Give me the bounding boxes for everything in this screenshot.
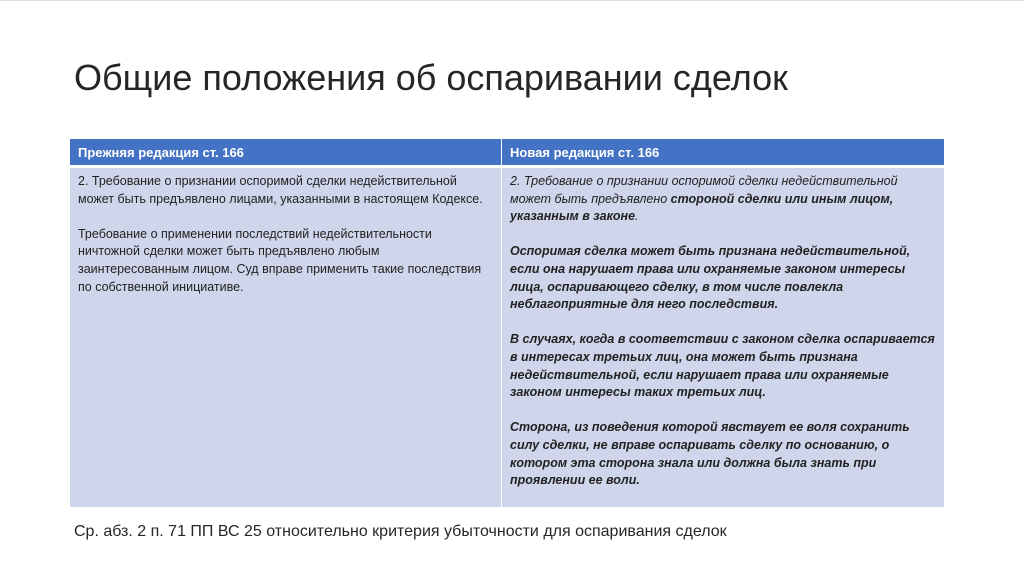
table-header-row <box>70 139 945 167</box>
new-edition-cell <box>502 167 945 508</box>
new-paragraph-2: Оспоримая сделка может быть признана недействительной, если она нарушает права или охраняемые законом интересы лица, оспаривающего сделку, в том числе повлекла неблагоприятные для него последствия. <box>510 244 911 312</box>
new-paragraph-1-emphasis: стороной сделки или иным лицом, указанным в законе <box>510 191 894 224</box>
new-paragraph-1-end: . <box>635 209 639 224</box>
slide-title: Общие положения об оспаривании сделок <box>74 57 788 98</box>
footer-note: Ср. абз. 2 п. 71 ПП ВС 25 относительно критерия убыточности для оспаривания сделок <box>74 523 727 540</box>
new-paragraph-1-plain: 2. Требование о признании оспоримой сделки недействительной может быть предъявлено <box>510 174 898 206</box>
new-paragraph-3: В случаях, когда в соответствии с законом сделка оспаривается в интересах третьих лиц, она может быть признана недействительной, если нарушает права или охраняемые законом интересы таких третьих лиц. <box>510 332 935 400</box>
comparison-table <box>69 138 945 508</box>
old-paragraph-1: 2. Требование о признании оспоримой сделки недействительной может быть предъявлено лицами, указанными в настоящем Кодексе. <box>78 174 483 206</box>
header-old-edition: Прежняя редакция ст. 166 <box>70 139 502 167</box>
table-row <box>70 167 945 508</box>
old-paragraph-2: Требование о применении последствий недействительности ничтожной сделки может быть предъявлено любым заинтересованным лицом. Суд вправе применить такие последствия по собственной инициативе. <box>78 226 482 294</box>
new-paragraph-1 <box>510 173 936 226</box>
header-new-edition: Новая редакция ст. 166 <box>502 139 945 167</box>
old-edition-cell <box>70 167 502 508</box>
new-paragraph-4: Сторона, из поведения которой явствует ее воля сохранить силу сделки, не вправе оспаривать сделку по основанию, о котором эта сторона знала или должна была знать при проявлении ее воли. <box>510 420 910 488</box>
